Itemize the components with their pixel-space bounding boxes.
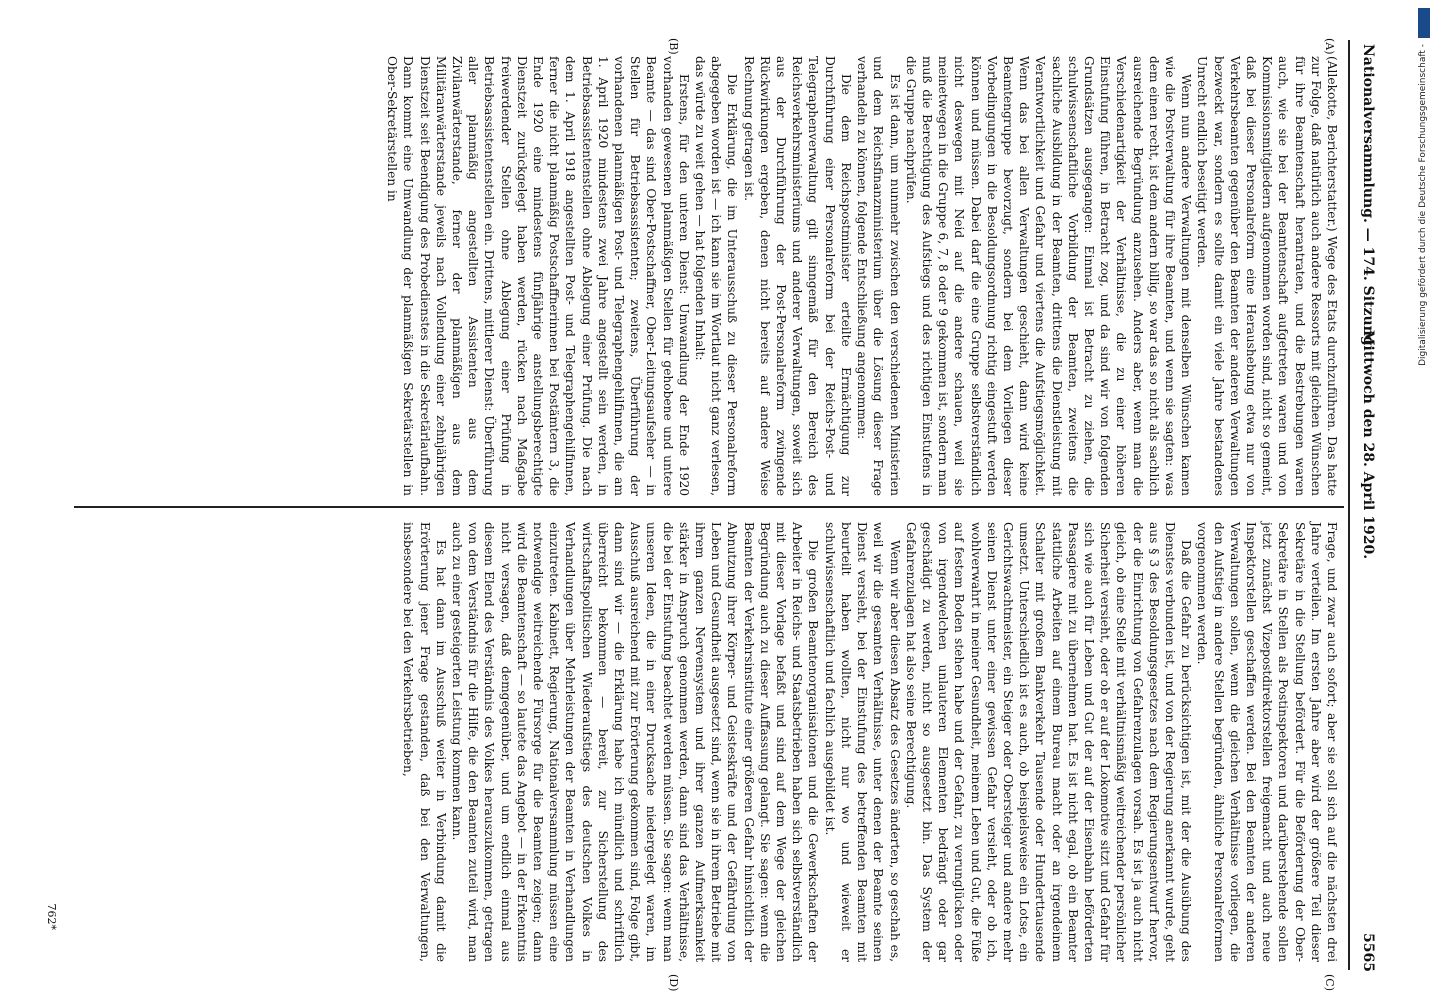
page-number: 5565: [1360, 933, 1376, 972]
paragraph: Es hat dann im Ausschuß weiter in Verbindung damit die Erörterung jener Frage gestanden, daß bei den Verwaltungen, insbesondere bei den Verkehrsbetrieben,: [401, 522, 448, 962]
paragraph: Es ist dann, um nunmehr zwischen den verschiedenen Ministerien und dem Reichsfinanzministerium über die Lösung dieser Frage verhandeln zu können, folgende Entschließung angenommen:: [855, 56, 902, 496]
header-rule: [1348, 40, 1350, 970]
paragraph: (Allekotte, Berichterstatter.) Wege des Etats durchzuführen. Das hatte zur Folge, daß natürlich auch andere Ressorts mit gleichen Wünschen für ihre Beamtenschaft herantraten, und die Bestrebungen waren auch, wie sie bei der Beamtenschaft aufgetreten waren und von Kommissionsmitgliedern aufgenommen worden sind, nicht so gemeint, daß bei dieser Personalreform eine Heraushebung etwa nur von Verkehrsbeamten gegenüber den Beamten der anderen Verwaltungen bezweckt war, sondern es sollte damit ein viele Jahre bestandenes Unrecht endlich beseitigt werden.: [1195, 56, 1339, 496]
margin-mark-a: (A): [1323, 38, 1336, 55]
signature-mark: 762*: [45, 903, 58, 930]
header-session: Nationalversammlung. — 174. Sitzung.: [1360, 44, 1376, 351]
column-separator: [74, 506, 1344, 508]
paragraph: Wenn wir aber diesen Absatz des Gesetzes änderten, so geschah es, weil wir die gesamten Verhältnisse, unter denen der Beamte seinen Dienst versieht, bei der Einstufung des betreffenden Beamten mit beurteilt haben wollten, nicht nur wo und wieweit er schulwissenschaftlich und fachlich ausgebildet ist.: [822, 522, 902, 962]
dfg-logo: [1418, 8, 1430, 38]
margin-mark-c: (C): [1323, 974, 1336, 991]
paragraph: Wenn nun andere Verwaltungen mit denselben Wünschen kamen wie die Postverwaltung für ihre Beamten, und wenn sie sagten: was dem einen recht, ist dem andern billig, so war das so nicht als sachlich ausreichende Begründung anzusehen. Anders aber, wenn man die Verschiedenartigkeit der Verhältnisse, die zu einer höheren Einstufung führen, in Betracht zog, und da sind wir von folgenden Grundsätzen ausgegangen: Einmal ist Betracht zu ziehen, die schulwissenschaftliche Vorbildung der Beamten, zweitens die sachliche Ausbildung in der Beamten, drittens die Dienstleistung mit Verantwortlichkeit und Gefahr und viertens die Aufstiegsmöglichkeit. Wenn das bei allen Verwaltungen geschieht, dann wird keine Beamtengruppe bevorzugt, sondern bei dem Vorliegen dieser Vorbedingungen in die Besoldungsordnung richtig eingestuft werden können und müssen. Dabei darf die eine Gruppe selbstverständlich nicht deswegen mit Neid auf die andere schauen, weil sie meinetwegen in die Gruppe 6, 7, 8 oder 9 gekommen ist, sondern man muß die Berechtigung des Aufstiegs und des richtigen Einstufens in die Gruppe nachprüfen.: [903, 56, 1194, 496]
paragraph: Frage, und zwar auch sofort; aber sie soll sich auf die nächsten drei Jahre verteilen. Im ersten Jahre aber wird der größere Teil dieser Sekretäre in die Stellung befördert. Für die Beförderung der Ober-Sekretäre in Stellen als Postinspektoren und darüberstehende sollen jetzt zunächst Vizepostdirektorstellen freigemacht und auch neue Inspektorstellen geschaffen werden. Bei den Beamten der anderen Verwaltungen sollen, wenn die gleichen Verhältnisse vorliegen, die den Aufstieg in andere Stellen begründen, ähnliche Personalreformen vorgenommen werden.: [1195, 522, 1339, 962]
paragraph: Die Erklärung, die im Unterausschuß zu dieser Personalreform abgegeben worden ist — ich kann sie im Wortlaut nicht ganz verlesen, das würde zu weit gehen — hat folgenden Inhalt:: [693, 56, 740, 496]
paragraph: Die großen Beamtenorganisationen und die Gewerkschaften der Arbeiter in Reichs- und Staatsbetrieben haben sich selbstverständlich mit dieser Vorlage befaßt und sind auf dem Wege der gleichen Begründung auch zu dieser Auffassung gelangt. Sie sagen: wenn die Beamten der Verkehrsinstitute einer größeren Gefahr hinsichtlich der Abnutzung ihrer Körper- und Geisteskräfte und der Gefährdung von Leben und Gesundheit ausgesetzt sind, wenn sie in ihrem Betriebe mit ihrem ganzen Nervensystem und ihrer ganzen Aufmerksamkeit stärker in Anspruch genommen werden, dann sind das Verhältnisse, die bei der Einstufung beachtet werden müssen. Sie sagen: wenn man unseren Ideen, die in einer Drucksache niedergelegt waren, im Ausschuß ausreichend mit zur Erörterung gekommen sind, Folge gibt, dann sind wir — die Erklärung habe ich mündlich und schriftlich überreicht bekommen — bereit, zur Sicherstellung des wirtschaftspolitischen Wiederaufstiegs des deutschen Volkes in Verhandlungen über Mehrleistungen der Beamten in Verhandlungen einzutreten. Kabinett, Regierung, Nationalversammlung müssen eine notwendige weitreichende Fürsorge für die Beamten zeigen; dann wird die Beamtenschaft — so lautete das Angebot — in der Erkenntnis nicht versagen, daß demgegenüber, und um endlich einmal aus diesem Elend des Verständnis des Volkes herauszukommen, getragen von dem Verständnis für die Hilfe, die den Beamten zuteil wird, man auch zu einer gesteigerten Leistung kommen kann.: [450, 522, 821, 962]
margin-mark-d: (D): [667, 974, 680, 992]
header-date: Mittwoch den 28. April 1920.: [1360, 330, 1376, 560]
right-column: [400, 522, 1340, 962]
margin-mark-b: (B): [667, 38, 680, 55]
digitization-credit: Digitalisierung gefördert durch die Deutsche Forschungsgemeinschaft -: [1418, 44, 1428, 366]
left-column: [384, 56, 1340, 496]
paragraph: Die dem Reichspostminister erteilte Ermächtigung zur Durchführung einer Personalreform bei der Reichs-Post- und Telegraphenverwaltung gilt sinngemäß für den Bereich des Reichsverkehrsministeriums und anderer Verwaltungen, soweit sich aus der Durchführung der Post-Personalreform zwingende Rückwirkungen ergeben, denen nicht bereits auf andere Weise Rechnung getragen ist.: [741, 56, 853, 496]
paragraph: Erstens, für den unteren Dienst: Umwandlung der Ende 1920 vorhanden gewesenen planmäßigen Stellen für gehobene und untere Beamte — das sind Ober-Postschaffner, Ober-Leitungsaufseher — in Stellen für Betriebsassistenten; zweitens, Überführung der vorhandenen planmäßigen Post- und Telegraphengehilfinnen, die am 1. April 1920 mindestens zwei Jahre angestellt sein werden, in Betriebsassistentenstellen ohne Ablegung einer Prüfung. Die nach dem 1. April 1918 angestellten Post- und Telegraphengehilfinnen, ferner die nicht planmäßig Postschaffnerinnen bei Postämtern 3, die Ende 1920 eine mindestens fünfjährige anstellungsberechtigte Dienstzeit zurückgelegt haben werden, rücken nach Maßgabe freiwerdender Stellen ohne Ablegung einer Prüfung in Betriebsassistentenstellen ein. Drittens, mittlerer Dienst: Überführung aller planmäßig angestellten Assistenten aus dem Zivilanwärterstande, ferner der planmäßigen aus dem Militäranwärterstande jeweils nach Vollendung einer zehnjährigen Dienstzeit seit Beendigung des Probedienstes in die Sekretärlaufbahn. Dann kommt eine Umwandlung der planmäßigen Sekretärstellen in Ober-Sekretärstellen in: [385, 56, 691, 496]
page-header: [1354, 0, 1376, 1000]
paragraph: Daß die Gefahr zu berücksichtigen ist, mit der die Ausübung des Dienstes verbunden ist, und von der Regierung anerkannt wurde, geht aus § 3 des Besoldungsgesetzes nach dem Regierungsentwurf hervor, der die Einrichtung von Gefahrenzulagen vorsah. Es ist ja auch nicht gleich, ob eine Stelle mit verhältnismäßig weitreichender persönlicher Sicherheit versieht, oder ob er auf der Lokomotive sitzt und Gefahr für sich wie auch für Leben und Gut der auf der Eisenbahn beförderten Passagiere mit zu übernehmen hat. Es ist nicht egal, ob ein Beamter stattliche Arbeiten auf einem Bureau macht oder an irgendeinem Schalter mit großem Bankverkehr Tausende oder Hunderttausende umsetzt. Unterschiedlich ist es auch, ob beispielsweise ein Lotse, ein Gerichtswachtmeister, ein Steiger oder Obersteiger und andere mehr seinen Dienst unter einer gewissen Gefahr versieht, oder ob ich, wohlverwahrt in meiner Gesundheit, meinem Leben und Gut, die Füße auf festem Boden stehen habe und der Gefahr, zu verunglücken oder von irgendwelchen unlauteren Elementen bedrängt oder gar geschädigt zu werden, nicht so ausgesetzt bin. Das System der Gefahrenzulagen hat also seine Berechtigung.: [903, 522, 1194, 962]
